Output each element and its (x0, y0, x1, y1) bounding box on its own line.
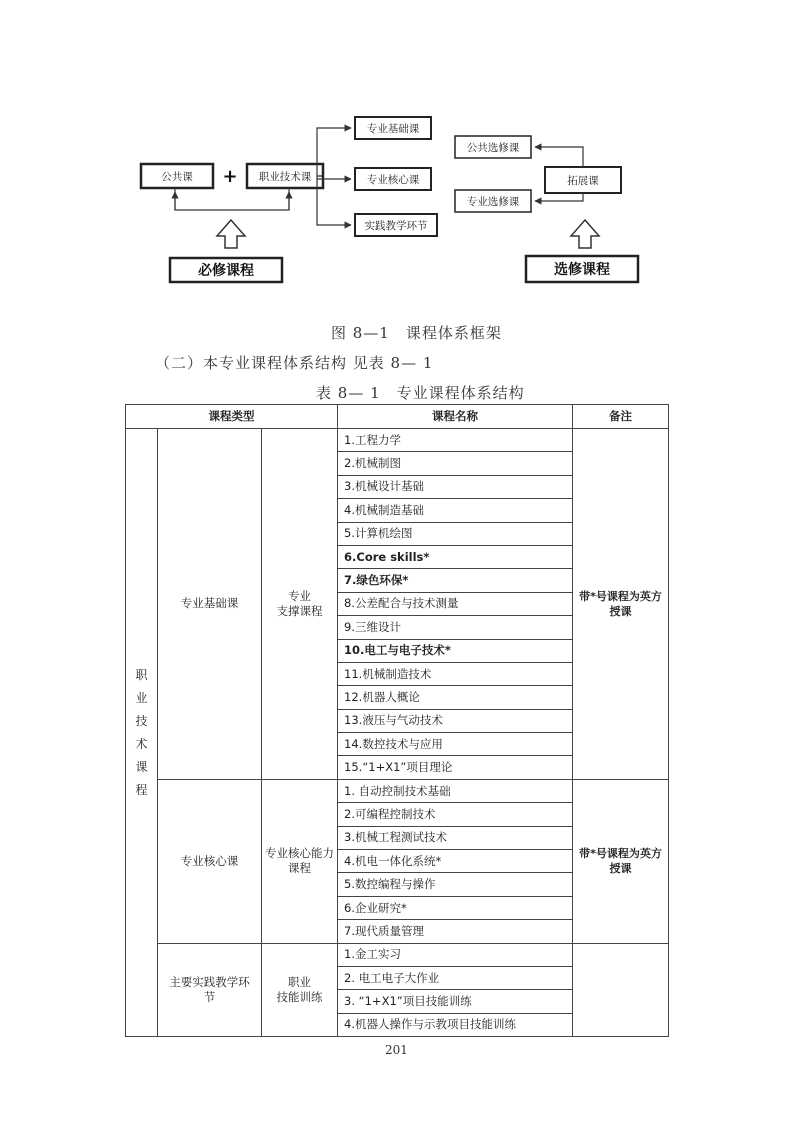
group3-type-line: 节 (203, 989, 216, 1004)
group3-type-line: 主要实践教学环 (169, 974, 250, 989)
category-char: 课 (135, 759, 148, 774)
basic-course-label: 专业基础课 (366, 123, 420, 135)
course-cell: 14.数控技术与应用 (338, 733, 573, 756)
required-courses-label: 必修课程 (198, 263, 254, 279)
plus-icon: + (222, 166, 238, 187)
category-char: 职 (135, 667, 148, 682)
vocational-course-label: 职业技术课 (258, 171, 312, 183)
group2-sub-line: 课程 (288, 861, 312, 876)
group3-sub-line: 职业 (288, 974, 312, 989)
group3-note (573, 943, 669, 1037)
group3-type (158, 943, 262, 1037)
category-char: 程 (135, 782, 148, 797)
header-course-name: 课程名称 (338, 405, 573, 429)
group1-sub-line: 支撑课程 (276, 603, 323, 618)
course-cell: 6.Core skills* (338, 545, 573, 568)
header-note: 备注 (573, 405, 669, 429)
course-cell: 1. 自动控制技术基础 (338, 779, 573, 802)
course-cell: 6.企业研究* (338, 896, 573, 919)
header-course-type: 课程类型 (126, 405, 338, 429)
group3-sub (262, 943, 338, 1037)
table-row (126, 429, 669, 452)
course-cell: 4.机电一体化系统* (338, 850, 573, 873)
curriculum-framework-diagram (133, 100, 653, 295)
course-cell: 11.机械制造技术 (338, 662, 573, 685)
course-cell: 2.可编程控制技术 (338, 803, 573, 826)
core-course-label: 专业核心课 (366, 174, 420, 186)
group2-type: 专业核心课 (158, 779, 262, 943)
group1-type: 专业基础课 (158, 429, 262, 780)
course-cell: 1.金工实习 (338, 943, 573, 966)
course-cell: 15.“1+X1”项目理论 (338, 756, 573, 779)
up-arrow-icon (571, 220, 599, 248)
elective-courses-label: 选修课程 (554, 262, 610, 278)
course-cell: 1.工程力学 (338, 429, 573, 452)
group1-sub (262, 429, 338, 780)
category-char: 术 (135, 736, 148, 751)
table-caption: 表 8— 1 专业课程体系结构 (316, 384, 525, 402)
course-cell: 3. “1+X1”项目技能训练 (338, 990, 573, 1013)
course-cell: 3.机械设计基础 (338, 475, 573, 498)
connector-line (535, 147, 583, 167)
extension-course-label: 拓展课 (567, 175, 599, 187)
connector-line (175, 188, 289, 210)
group1-note: 带*号课程为英方授课 (573, 429, 669, 780)
public-course-label: 公共课 (161, 171, 193, 183)
table-row (126, 943, 669, 966)
up-arrow-icon (217, 220, 245, 248)
group2-sub (262, 779, 338, 943)
course-cell: 2. 电工电子大作业 (338, 966, 573, 989)
course-cell: 4.机械制造基础 (338, 499, 573, 522)
group3-sub-line: 技能训练 (276, 989, 323, 1004)
course-cell: 7.绿色环保* (338, 569, 573, 592)
course-cell: 5.数控编程与操作 (338, 873, 573, 896)
course-cell: 9.三维设计 (338, 616, 573, 639)
course-cell: 5.计算机绘图 (338, 522, 573, 545)
course-cell: 10.电工与电子技术* (338, 639, 573, 662)
category-char: 技 (135, 713, 148, 728)
group2-sub-line: 专业核心能力 (265, 846, 335, 861)
course-cell: 12.机器人概论 (338, 686, 573, 709)
table-header-row (126, 405, 669, 429)
course-cell: 2.机械制图 (338, 452, 573, 475)
course-cell: 13.液压与气动技术 (338, 709, 573, 732)
category-char: 业 (135, 690, 148, 705)
group2-note: 带*号课程为英方授课 (573, 779, 669, 943)
page-number: 201 (385, 1043, 408, 1057)
group1-sub-line: 专业 (288, 588, 312, 603)
course-cell: 7.现代质量管理 (338, 920, 573, 943)
section-heading: （二）本专业课程体系结构 见表 8— 1 (155, 354, 434, 372)
course-cell: 8.公差配合与技术测量 (338, 592, 573, 615)
practice-course-label: 实践教学环节 (364, 220, 428, 232)
connector-line (535, 193, 583, 201)
course-cell: 4.机器人操作与示教项目技能训练 (338, 1013, 573, 1036)
public-elective-label: 公共选修课 (466, 142, 520, 154)
major-elective-label: 专业选修课 (466, 196, 520, 208)
course-cell: 3.机械工程测试技术 (338, 826, 573, 849)
category-cell (126, 429, 158, 1037)
figure-caption: 图 8—1 课程体系框架 (331, 324, 502, 342)
curriculum-table (125, 404, 669, 1037)
table-row (126, 779, 669, 802)
